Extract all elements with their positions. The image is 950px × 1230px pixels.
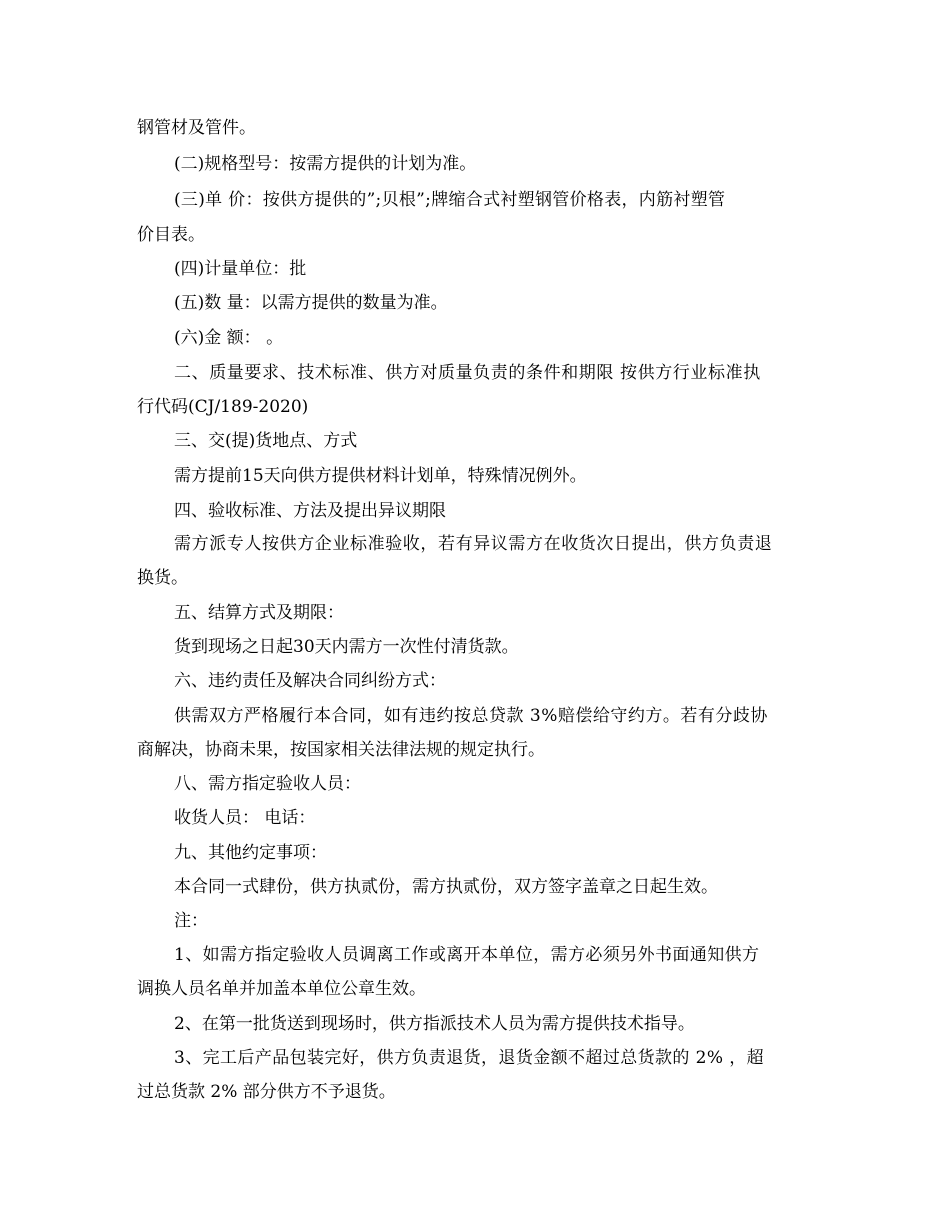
text-line: 3、完工后产品包装完好，供方负责退货，退货金额不超过总货款的 2% ，超 <box>174 1048 764 1068</box>
text-line: 本合同一式肆份，供方执贰份，需方执贰份，双方签字盖章之日起生效。 <box>174 877 718 897</box>
text-line: 调换人员名单并加盖本单位公章生效。 <box>137 979 426 999</box>
text-line: 价目表。 <box>137 225 205 245</box>
text-line: (六)金 额： 。 <box>174 328 284 348</box>
text-line: 九、其他约定事项： <box>174 843 327 863</box>
text-line: (二)规格型号：按需方提供的计划为准。 <box>174 154 477 174</box>
text-line: 2、在第一批货送到现场时，供方指派技术人员为需方提供技术指导。 <box>174 1014 695 1034</box>
text-line: 1、如需方指定验收人员调离工作或离开本单位，需方必须另外书面通知供方 <box>174 945 760 965</box>
text-line: 四、验收标准、方法及提出异议期限 <box>174 501 446 521</box>
text-line: 二、质量要求、技术标准、供方对质量负责的条件和期限 按供方行业标准执 <box>174 363 761 383</box>
text-line: 行代码(CJ/189-2020) <box>137 397 309 417</box>
text-line: 六、违约责任及解决合同纠纷方式： <box>174 671 446 691</box>
text-line: 过总货款 2% 部分供方不予退货。 <box>137 1082 396 1102</box>
text-line: 八、需方指定验收人员： <box>174 774 361 794</box>
text-line: 五、结算方式及期限： <box>174 603 344 623</box>
text-line: 钢管材及管件。 <box>137 118 256 138</box>
text-line: (五)数 量：以需方提供的数量为准。 <box>174 293 448 313</box>
text-line: (四)计量单位：批 <box>174 259 307 279</box>
text-line: 注： <box>174 911 208 931</box>
text-line: 换货。 <box>137 568 188 588</box>
text-line: 货到现场之日起30天内需方一次性付清货款。 <box>174 637 519 657</box>
text-line: 三、交(提)货地点、方式 <box>174 431 358 451</box>
text-line: 供需双方严格履行本合同，如有违约按总贷款 3%赔偿给守约方。若有分歧协 <box>174 706 768 726</box>
text-line: (三)单 价：按供方提供的”;贝根”;牌缩合式衬塑钢管价格表，内筋衬塑管 <box>174 190 726 210</box>
text-line: 需方派专人按供方企业标准验收，若有异议需方在收货次日提出，供方负责退 <box>174 534 773 554</box>
text-line: 收货人员： 电话： <box>174 808 316 828</box>
text-line: 商解决，协商未果，按国家相关法律法规的规定执行。 <box>137 740 545 760</box>
text-line: 需方提前15天向供方提供材料计划单，特殊情况例外。 <box>174 466 587 486</box>
